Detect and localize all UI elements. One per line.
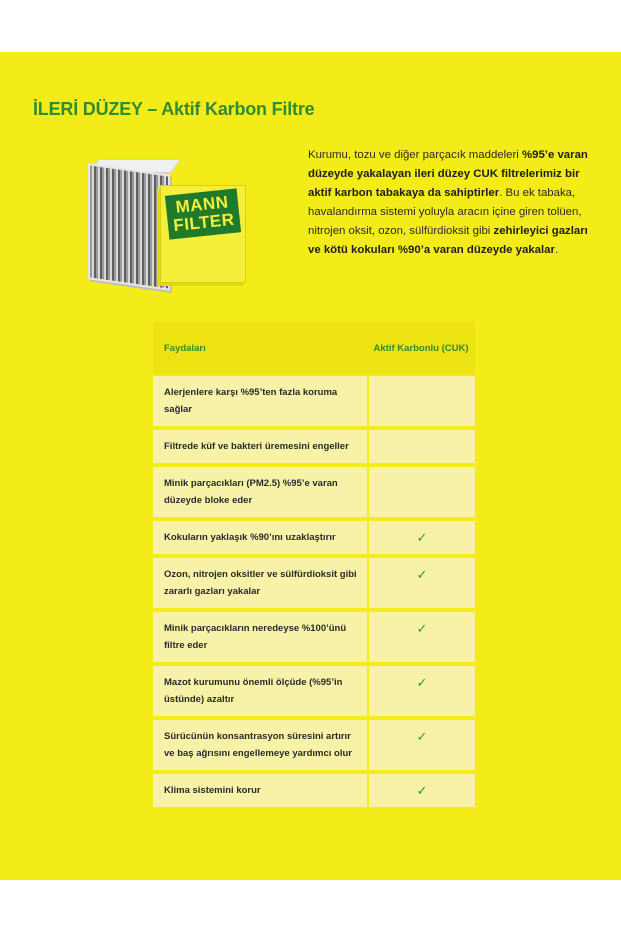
benefit-text: Klima sistemini korur xyxy=(164,785,261,796)
benefit-text: Mazot kurumunu önemli ölçüde (%95’in üstünde) azaltır xyxy=(164,677,343,705)
header-cuk: Aktif Karbonlu (CUK) xyxy=(373,342,469,354)
table-row xyxy=(153,666,475,720)
check-icon xyxy=(367,430,475,463)
table-row xyxy=(153,612,475,666)
table-row xyxy=(153,430,475,467)
benefit-text: Sürücünün konsantrasyon süresini artırır ve baş ağrısını engellemeye yardımcı olur xyxy=(164,731,352,759)
check-icon: ✓ xyxy=(367,558,475,608)
table-row xyxy=(153,720,475,774)
check-icon: ✓ xyxy=(367,720,475,770)
intro-segment: Kurumu, tozu ve diğer parçacık maddeleri xyxy=(308,149,522,161)
table-row xyxy=(153,558,475,612)
check-icon xyxy=(367,376,475,426)
benefit-text: Alerjenlere karşı %95’ten fazla koruma sağlar xyxy=(164,387,338,415)
benefit-text: Filtrede küf ve bakteri üremesini engeller xyxy=(164,441,349,452)
logo-line-1: MANN xyxy=(174,192,230,217)
yellow-panel xyxy=(0,52,621,880)
intro-segment: %95’e varan düzeyde yakalayan ileri düzey CUK filtrelerimiz bir aktif karbon tabakaya da sahiptirler xyxy=(308,149,588,199)
intro-segment: . xyxy=(554,244,559,256)
product-box xyxy=(160,185,246,283)
benefit-text: Minik parçacıkları (PM2.5) %95’e varan düzeyde bloke eder xyxy=(164,478,338,506)
logo-line-2: FILTER xyxy=(172,209,236,236)
mann-filter-logo xyxy=(165,188,241,239)
table-row xyxy=(153,467,475,521)
benefit-text: Minik parçacıkların neredeyse %100’ünü filtre eder xyxy=(164,623,347,651)
intro-paragraph xyxy=(308,146,598,260)
table-row xyxy=(153,376,475,430)
intro-segment: . Bu ek tabaka, havalandırma sistemi yoluyla aracın içine giren tolüen, nitrojen oksit, ozon, sülfürdioksit gibi xyxy=(308,187,582,237)
header-benefits: Faydaları xyxy=(164,342,206,354)
benefits-table xyxy=(153,322,475,811)
benefit-text: Kokuların yaklaşık %90’ını uzaklaştırır xyxy=(164,532,336,543)
check-icon: ✓ xyxy=(367,612,475,662)
benefit-text: Ozon, nitrojen oksitler ve sülfürdioksit gibi zararlı gazları yakalar xyxy=(164,569,357,597)
page-title: İLERİ DÜZEY – Aktif Karbon Filtre xyxy=(33,99,315,119)
table-body xyxy=(153,376,475,811)
check-icon xyxy=(367,467,475,517)
table-row xyxy=(153,521,475,558)
table-row xyxy=(153,774,475,811)
check-icon: ✓ xyxy=(367,666,475,716)
cabin-filter-image xyxy=(88,163,170,291)
intro-segment: zehirleyici gazları ve kötü kokuları %90’a varan düzeyde yakalar xyxy=(308,225,588,256)
check-icon: ✓ xyxy=(367,521,475,554)
table-header xyxy=(153,322,475,376)
check-icon: ✓ xyxy=(367,774,475,807)
product-image xyxy=(88,157,248,287)
